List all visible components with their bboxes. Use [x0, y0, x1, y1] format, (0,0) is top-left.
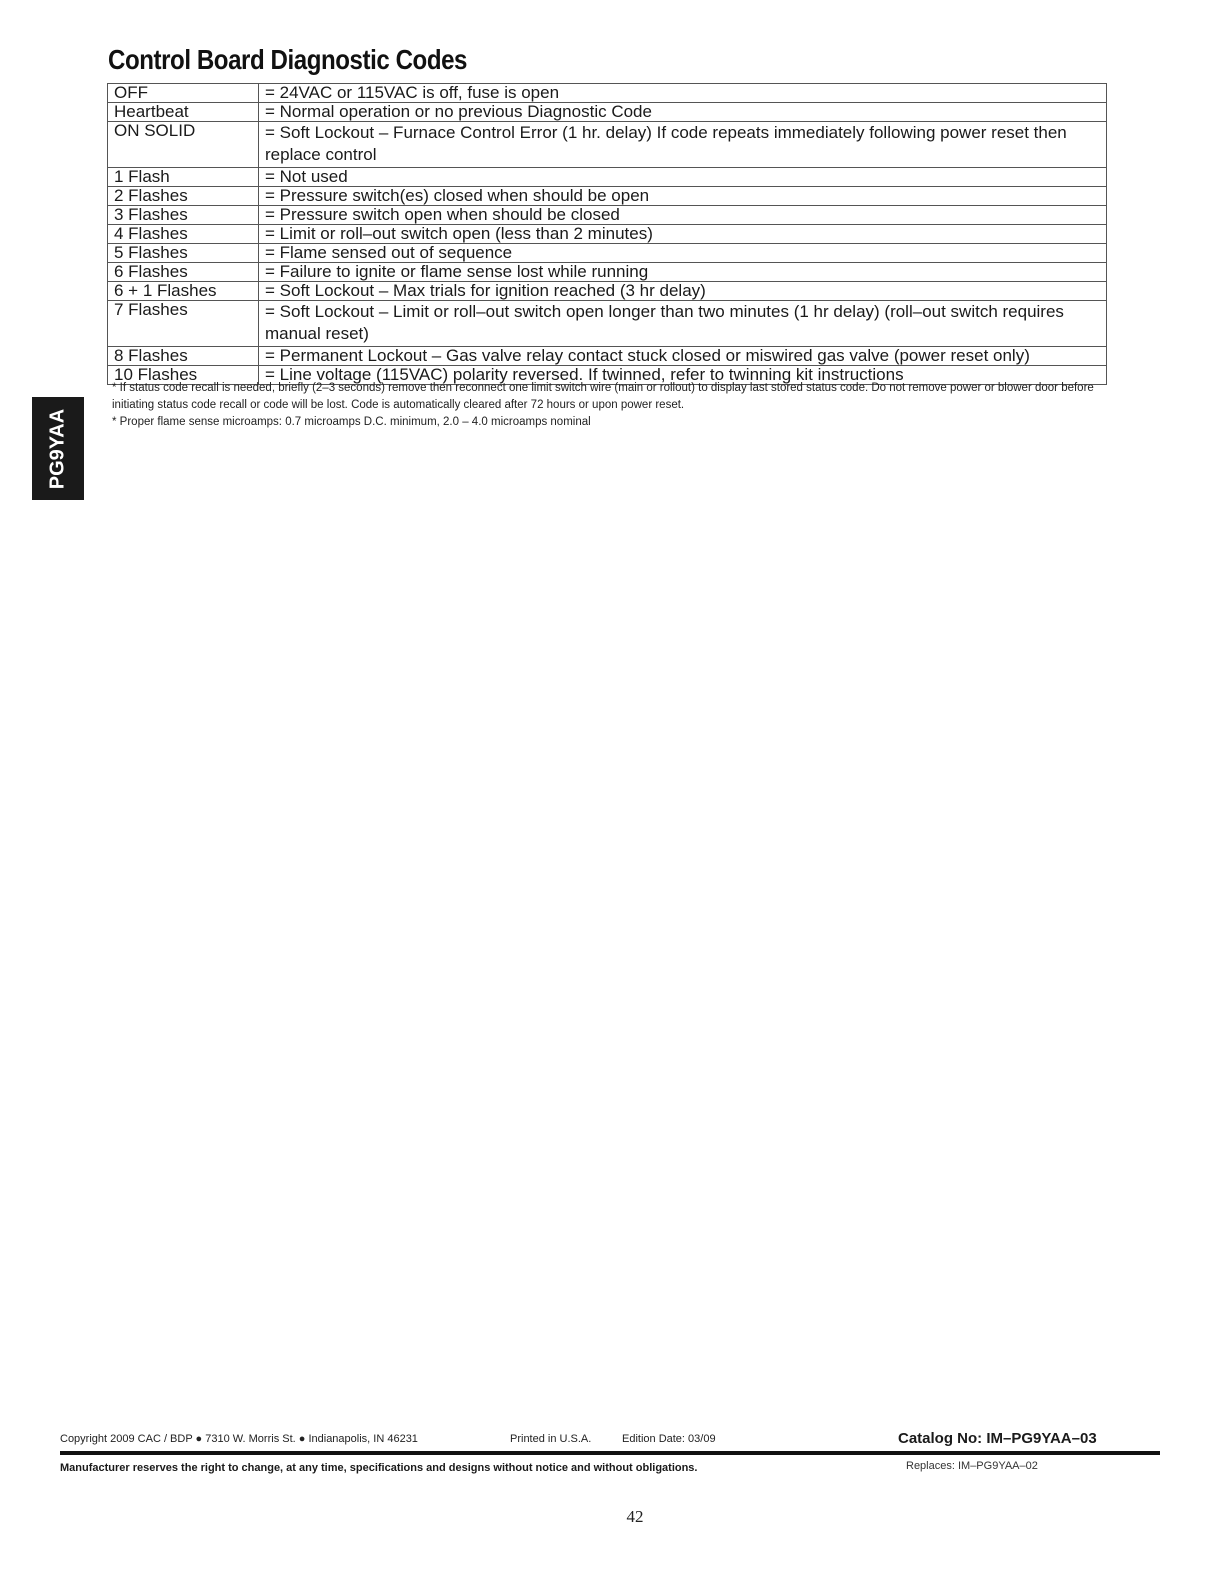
table-row [108, 168, 1107, 187]
code-cell: ON SOLID [108, 122, 259, 168]
description-cell: = Not used [259, 168, 1107, 187]
description-cell: = Soft Lockout – Furnace Control Error (1 hr. delay) If code repeats immediately following power reset then replace control [259, 122, 1107, 168]
code-cell: 8 Flashes [108, 347, 259, 366]
replaces-text: Replaces: IM–PG9YAA–02 [906, 1460, 1038, 1472]
table-row [108, 84, 1107, 103]
description-cell: = Pressure switch open when should be closed [259, 206, 1107, 225]
table-row [108, 282, 1107, 301]
code-cell: 1 Flash [108, 168, 259, 187]
note-flame-sense: * Proper flame sense microamps: 0.7 microamps D.C. minimum, 2.0 – 4.0 microamps nominal [112, 416, 591, 428]
table-row [108, 122, 1107, 168]
catalog-number: Catalog No: IM–PG9YAA–03 [898, 1430, 1097, 1447]
code-cell: 4 Flashes [108, 225, 259, 244]
edition-date: Edition Date: 03/09 [622, 1433, 716, 1445]
table-row [108, 206, 1107, 225]
code-cell: 3 Flashes [108, 206, 259, 225]
table-row [108, 103, 1107, 122]
copyright-text: Copyright 2009 CAC / BDP ● 7310 W. Morris St. ● Indianapolis, IN 46231 [60, 1433, 418, 1445]
note-status-recall: * If status code recall is needed, briefly (2–3 seconds) remove then reconnect one limit switch wire (main or rollout) to display last stored status code. Do not remove power or blower door before initiating status code recall or code will be lost. Code is automatically cleared after 72 hours or upon power reset. [112, 382, 1094, 411]
description-cell: = Failure to ignite or flame sense lost while running [259, 263, 1107, 282]
notes [112, 380, 1112, 431]
manufacturer-notice: Manufacturer reserves the right to change, at any time, specifications and designs without notice and without obligations. [60, 1462, 698, 1474]
description-cell: = Soft Lockout – Max trials for ignition reached (3 hr delay) [259, 282, 1107, 301]
table-row [108, 187, 1107, 206]
side-tab-label: PG9YAA [46, 408, 69, 489]
table-row [108, 244, 1107, 263]
description-cell: = Normal operation or no previous Diagnostic Code [259, 103, 1107, 122]
code-cell: 6 Flashes [108, 263, 259, 282]
code-cell: 7 Flashes [108, 301, 259, 347]
side-tab [32, 397, 84, 500]
description-cell: = Line voltage (115VAC) polarity reversed. If twinned, refer to twinning kit instructions [259, 366, 1107, 385]
description-cell: = 24VAC or 115VAC is off, fuse is open [259, 84, 1107, 103]
code-cell: OFF [108, 84, 259, 103]
diagnostic-codes-table [107, 83, 1107, 385]
table-row [108, 301, 1107, 347]
code-cell: 2 Flashes [108, 187, 259, 206]
description-cell: = Pressure switch(es) closed when should be open [259, 187, 1107, 206]
page-number: 42 [626, 1507, 644, 1526]
footer-divider [60, 1451, 1160, 1455]
table-row [108, 347, 1107, 366]
table-row [108, 263, 1107, 282]
description-cell: = Flame sensed out of sequence [259, 244, 1107, 263]
code-cell: 6 + 1 Flashes [108, 282, 259, 301]
description-cell: = Permanent Lockout – Gas valve relay contact stuck closed or miswired gas valve (power reset only) [259, 347, 1107, 366]
description-cell: = Soft Lockout – Limit or roll–out switch open longer than two minutes (1 hr delay) (roll–out switch requires manual reset) [259, 301, 1107, 347]
printed-text: Printed in U.S.A. [510, 1433, 592, 1445]
page-title: Control Board Diagnostic Codes [108, 44, 468, 75]
code-cell: Heartbeat [108, 103, 259, 122]
code-cell: 10 Flashes [108, 366, 259, 385]
code-cell: 5 Flashes [108, 244, 259, 263]
description-cell: = Limit or roll–out switch open (less than 2 minutes) [259, 225, 1107, 244]
table-row [108, 225, 1107, 244]
